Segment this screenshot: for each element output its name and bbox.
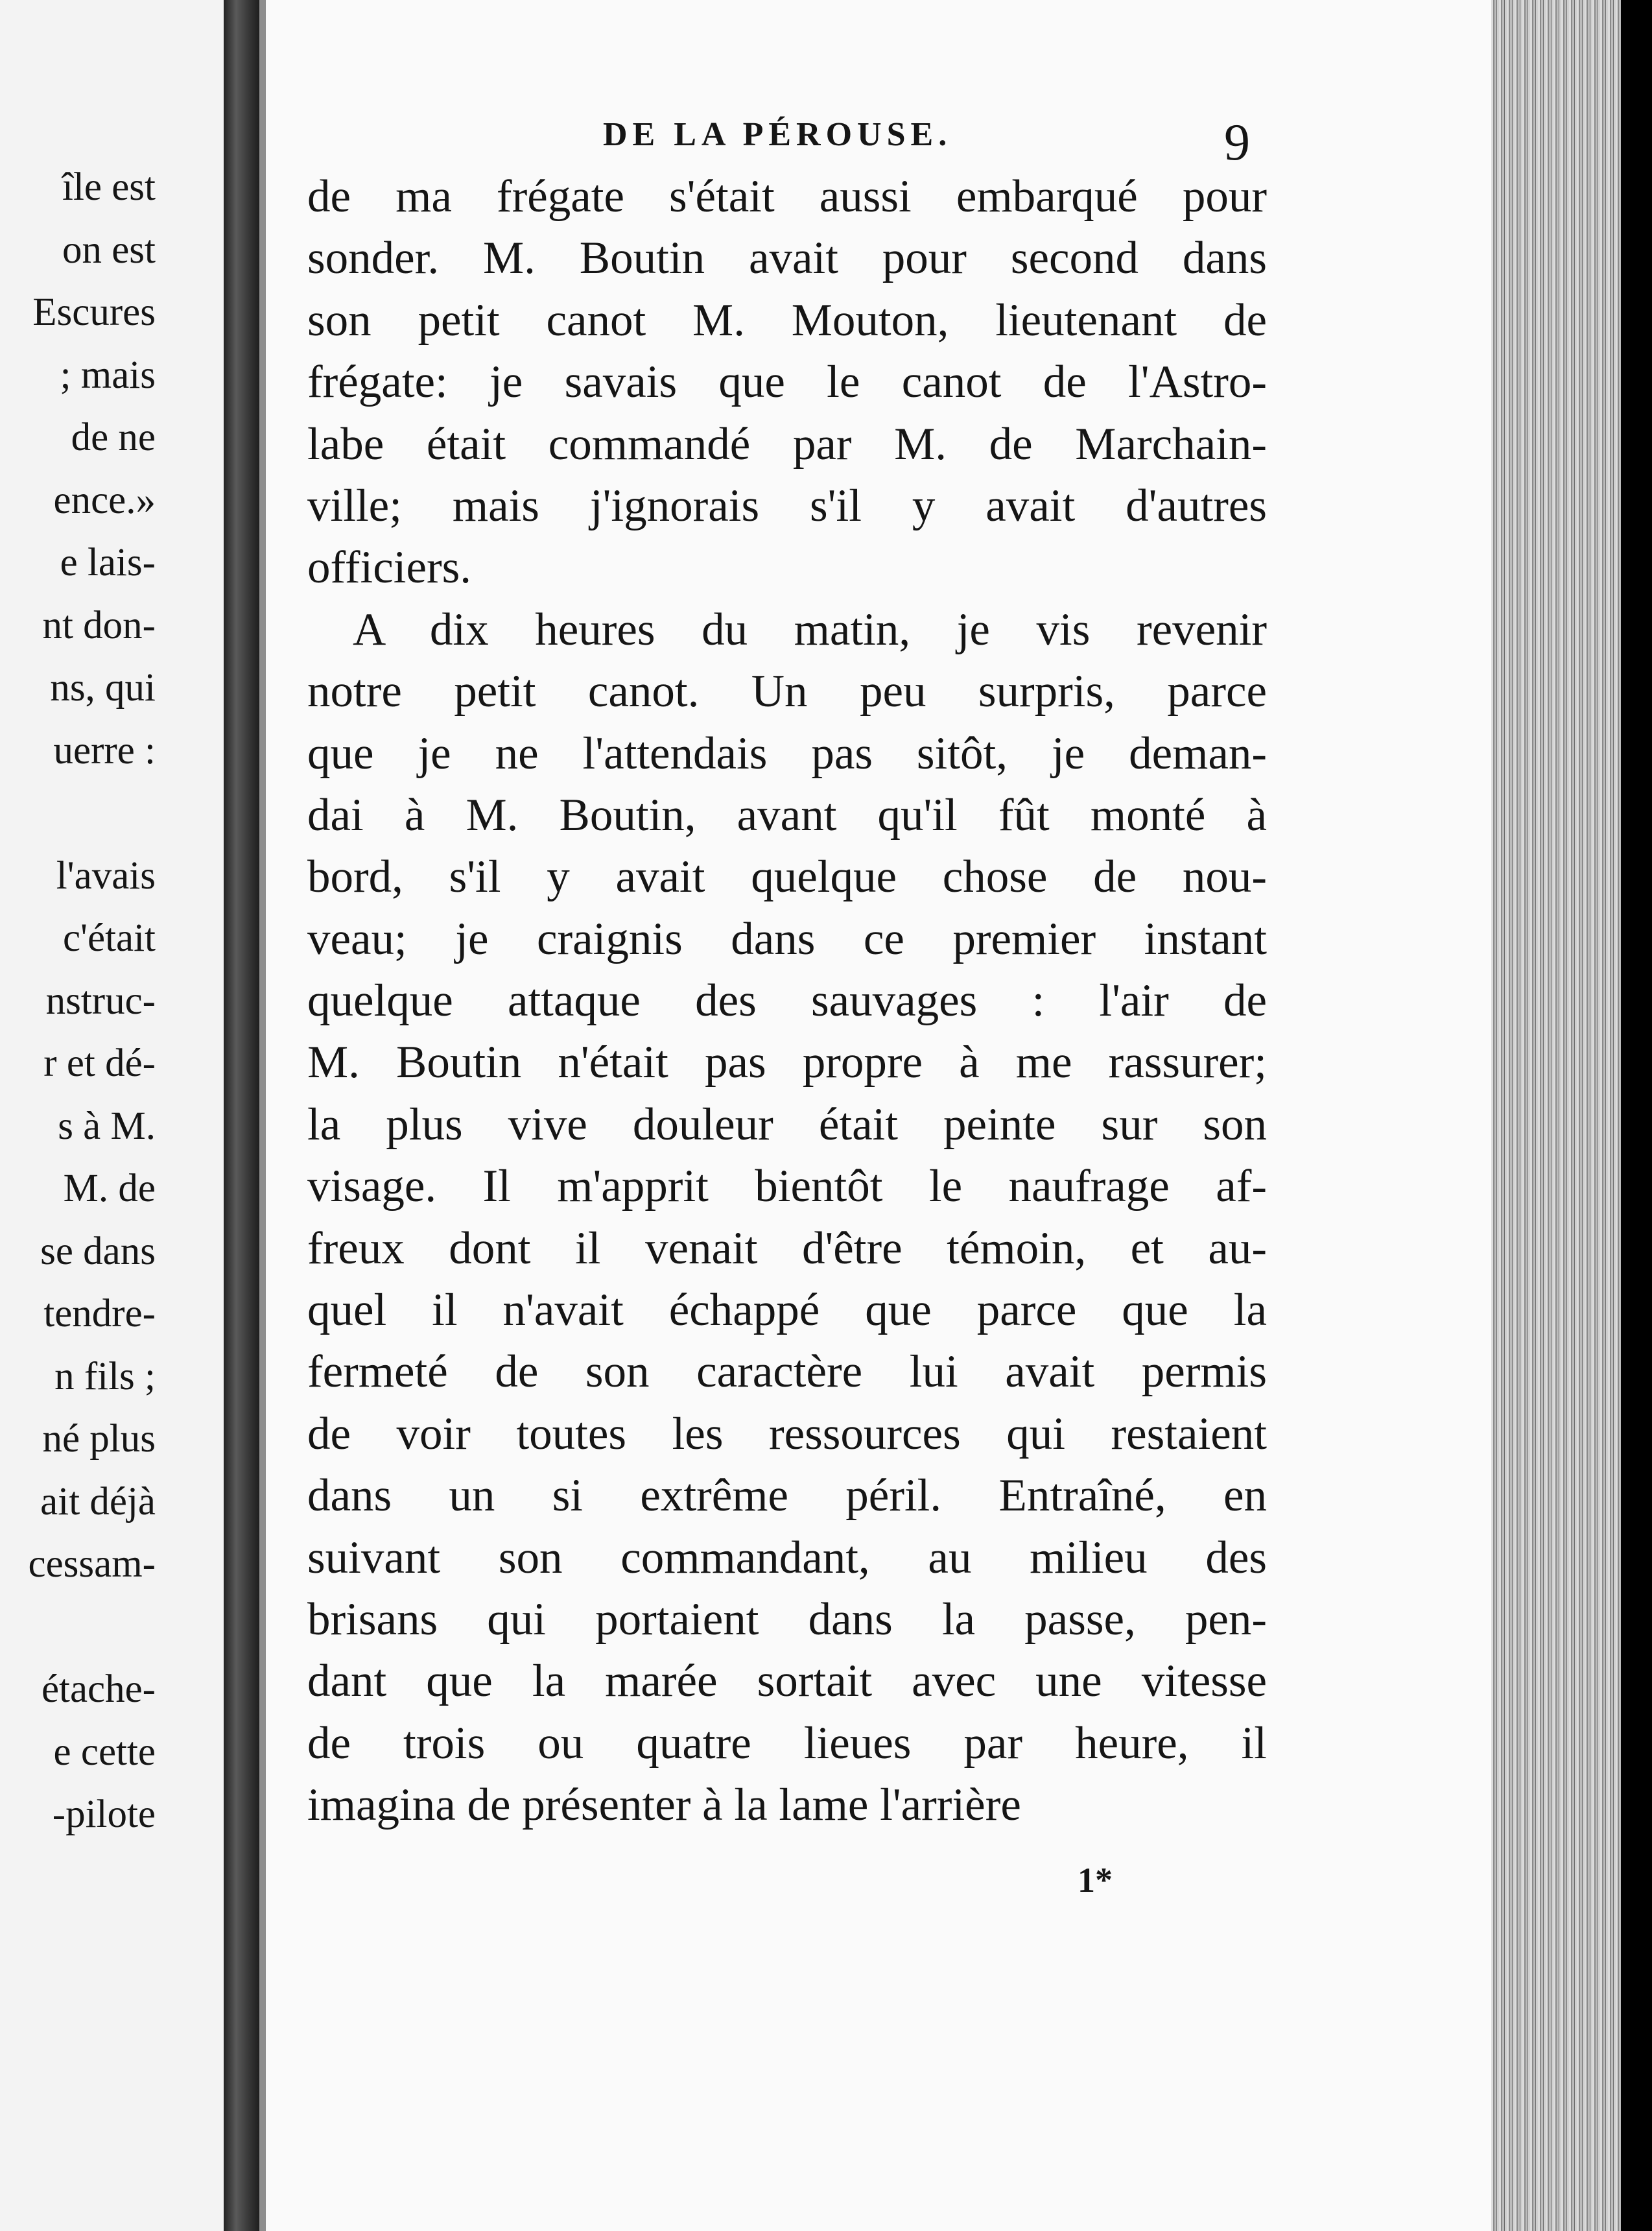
text-line: brisans qui portaient dans la passe, pen- [307, 1593, 1267, 1645]
left-page-line: étache- [41, 1667, 156, 1711]
text-line: dai à M. Boutin, avant qu'il fût monté à [307, 789, 1267, 841]
text-line: fermeté de son caractère lui avait permis [307, 1346, 1267, 1398]
text-line: sonder. M. Boutin avait pour second dans [307, 233, 1267, 284]
left-page-line: né plus [42, 1417, 156, 1461]
text-line: frégate: je savais que le canot de l'Astro- [307, 357, 1267, 408]
left-page-line: l'avais [56, 853, 156, 898]
left-page-line: ence.» [53, 478, 156, 522]
left-page-line: ns, qui [50, 666, 156, 710]
paragraph [307, 599, 1267, 1837]
text-line: officiers. [307, 542, 472, 593]
left-page-line: e lais- [60, 541, 156, 584]
text-line: de voir toutes les ressources qui restaient [307, 1408, 1267, 1459]
text-line: veau; je craignis dans ce premier instant [307, 913, 1267, 964]
left-page-line: r et dé- [43, 1042, 156, 1085]
text-line: son petit canot M. Mouton, lieutenant de [307, 294, 1267, 346]
page-number: 9 [1224, 114, 1250, 171]
left-page-line: on est [62, 228, 156, 272]
left-page-line: Escures [32, 291, 156, 334]
text-line: suivant son commandant, au milieu des [307, 1532, 1267, 1583]
left-page-line: uerre : [53, 728, 156, 772]
left-page-line: se dans [40, 1229, 156, 1273]
gutter-edge [259, 0, 266, 2231]
body-text [307, 166, 1267, 1837]
left-page-line: île est [62, 165, 156, 209]
text-line: bord, s'il y avait quelque chose de nou- [307, 852, 1267, 903]
left-page-line: n fils ; [54, 1354, 156, 1398]
text-line: dans un si extrême péril. Entraîné, en [307, 1470, 1267, 1521]
text-line: de trois ou quatre lieues par heure, il [307, 1717, 1267, 1769]
text-line: notre petit canot. Un peu surpris, parce [307, 666, 1267, 717]
left-page-line: M. de [63, 1167, 156, 1210]
left-page-line: ; mais [60, 353, 156, 397]
left-page-line: ait déjà [40, 1479, 156, 1523]
text-line: que je ne l'attendais pas sitôt, je deman- [307, 728, 1267, 779]
fore-edge [1491, 0, 1621, 2231]
text-line: quelque attaque des sauvages : l'air de [307, 975, 1267, 1027]
left-page-line: de ne [71, 416, 156, 459]
left-page-line: tendre- [43, 1292, 156, 1335]
text-line: quel il n'avait échappé que parce que la [307, 1285, 1267, 1336]
text-line: M. Boutin n'était pas propre à me rassurer; [307, 1037, 1267, 1088]
left-page-line: cessam- [28, 1542, 156, 1586]
left-page-line: nt don- [42, 603, 156, 647]
left-page-line: c'était [62, 916, 156, 960]
left-page-line: -pilote [52, 1793, 156, 1836]
text-line: ville; mais j'ignorais s'il y avait d'autres [307, 480, 1267, 531]
left-page-line: nstruc- [45, 979, 156, 1023]
fore-edge-shadow [1621, 0, 1652, 2231]
text-line: labe était commandé par M. de Marchain- [307, 418, 1267, 470]
text-line: freux dont il venait d'être témoin, et au- [307, 1223, 1267, 1274]
text-line: de ma frégate s'était aussi embarqué pour [307, 171, 1267, 222]
text-line: visage. Il m'apprit bientôt le naufrage af- [307, 1161, 1267, 1212]
text-line: imagina de présenter à la lame l'arrière [307, 1780, 1021, 1831]
left-page-line: s à M. [58, 1104, 156, 1148]
paragraph [307, 166, 1267, 599]
left-page-line: e cette [53, 1730, 156, 1774]
text-line: A dix heures du matin, je vis revenir [353, 604, 1267, 655]
text-line: la plus vive douleur était peinte sur son [307, 1099, 1267, 1150]
text-line: dant que la marée sortait avec une vitesse [307, 1656, 1267, 1707]
running-head: DE LA PÉROUSE. [603, 116, 952, 153]
left-page-fragment [0, 0, 224, 2231]
book-gutter [224, 0, 259, 2231]
signature-mark: 1* [1078, 1861, 1113, 1900]
